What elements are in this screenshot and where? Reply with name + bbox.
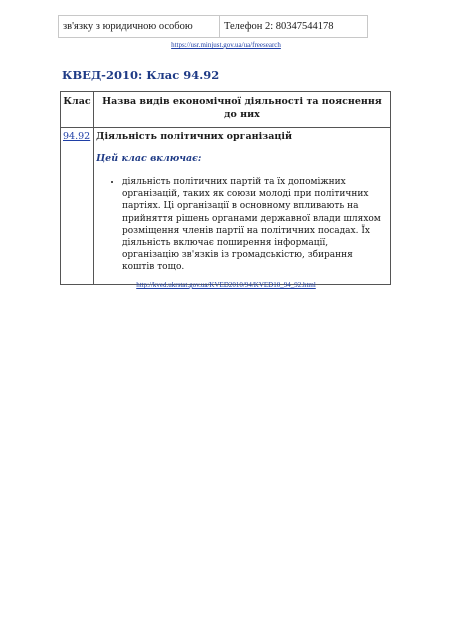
includes-list	[96, 176, 384, 274]
includes-label: Цей клас включає:	[96, 153, 202, 164]
registry-source-link[interactable]: https://usr.minjust.gov.ua/ua/freesearch	[171, 41, 281, 49]
class-code-link[interactable]: 94.92	[63, 131, 91, 142]
class-name: Діяльність політичних організацій	[96, 131, 293, 142]
kved-source-link[interactable]: http://kved.ukrstat.gov.ua/KVED2010/94/KVED10_94_92.html	[136, 281, 316, 289]
class-code-cell	[61, 128, 94, 285]
contact-row	[59, 16, 368, 38]
entity-link-label: зв'язку з юридичною особою	[59, 16, 220, 38]
kved-header-row	[61, 92, 391, 128]
kved-table	[60, 91, 391, 285]
phone-number: Телефон 2: 80347544178	[220, 16, 368, 38]
class-description-cell	[94, 128, 391, 285]
column-header-code: Клас	[61, 92, 94, 128]
table-row	[61, 128, 391, 285]
contact-table	[58, 15, 368, 38]
kved-heading: КВЕД-2010: Клас 94.92	[62, 68, 220, 82]
list-item: • діяльність політичних партій та їх допоміжних організацій, таких як союзи молоді при політичних партіях. Ці організації в основному впливають на прийняття рішень органами державної влади шляхом розміщення членів партії на політичних посадах. Їх діяльність включає поширення інформації, організацію зв'язків із громадськістю, збирання коштів тощо.	[122, 176, 384, 274]
column-header-description: Назва видів економічної діяльності та пояснення до них	[94, 92, 391, 128]
